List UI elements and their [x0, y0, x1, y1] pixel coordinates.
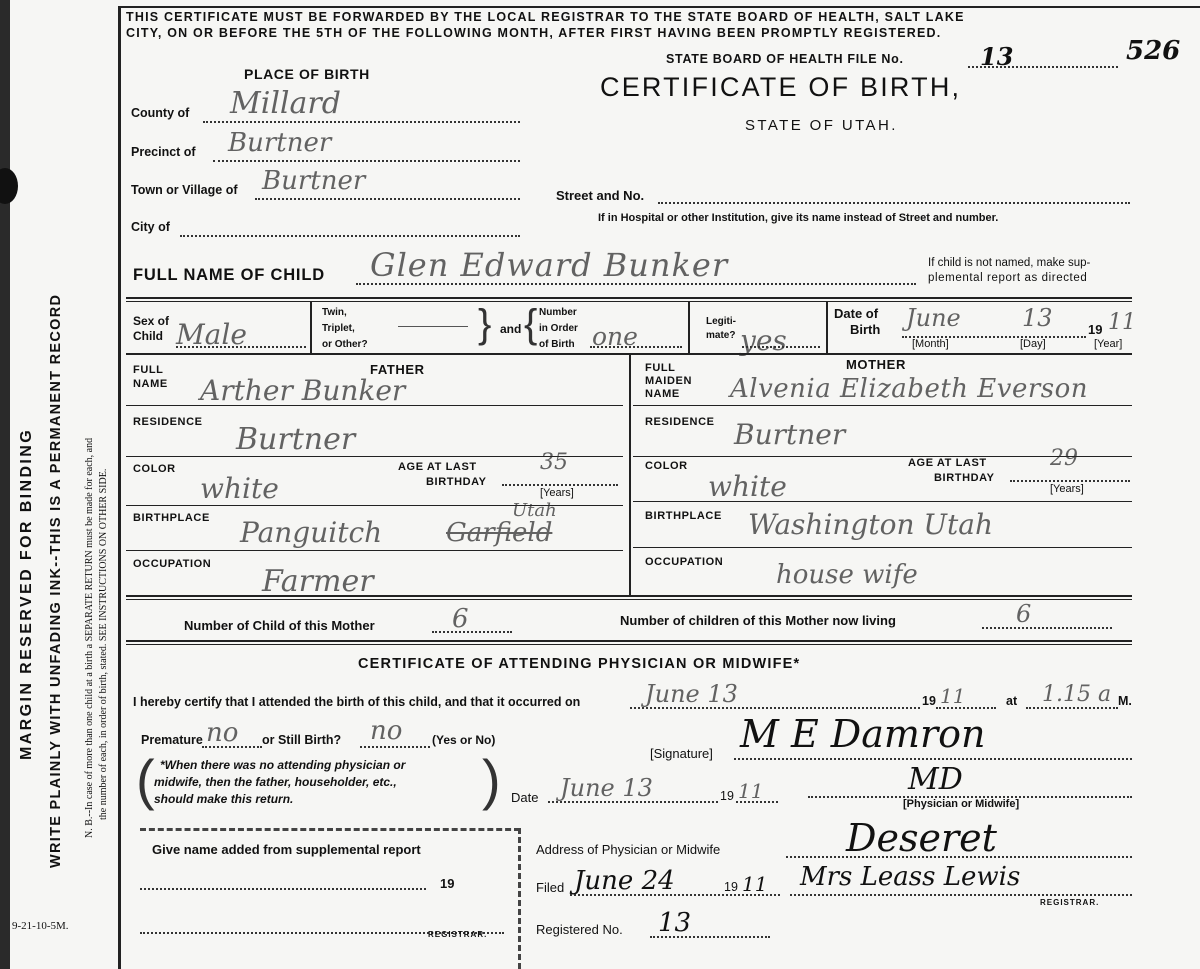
mother-name-value: Alvenia Elizabeth Everson — [730, 374, 1089, 404]
order-label-1: Number — [539, 307, 577, 318]
premature-value: no — [206, 718, 239, 748]
year-caption: [Year] — [1094, 338, 1123, 350]
month-caption: [Month] — [912, 338, 949, 350]
father-years-caption: [Years] — [540, 487, 574, 499]
row-divider-3 — [126, 595, 1132, 597]
file-no-line — [968, 66, 1118, 68]
child-number-line — [432, 631, 512, 633]
mother-row-4 — [633, 547, 1132, 548]
father-name-label-2: NAME — [133, 378, 168, 390]
order-label-2: in Order — [539, 323, 578, 334]
mother-color-value: white — [708, 470, 787, 503]
asterisk-note-3: should make this return. — [154, 792, 294, 806]
mother-occupation-label: OCCUPATION — [645, 556, 724, 568]
precinct-value: Burtner — [228, 128, 332, 158]
child-number-label: Number of Child of this Mother — [184, 618, 375, 633]
physician-heading: CERTIFICATE OF ATTENDING PHYSICIAN OR MIDWIFE* — [358, 656, 801, 672]
supplement-box-right — [518, 828, 521, 969]
supplement-note-1: If child is not named, make sup- — [928, 257, 1091, 269]
mother-years-caption: [Years] — [1050, 483, 1084, 495]
town-line — [255, 198, 520, 200]
row-divider-4 — [126, 640, 1132, 642]
order-line — [590, 346, 682, 348]
dob-year: 11 — [1108, 310, 1136, 335]
mother-birthplace-label: BIRTHPLACE — [645, 510, 722, 522]
city-label: City of — [131, 220, 170, 234]
supplement-heading: Give name added from supplemental report — [152, 842, 421, 857]
yes-no-label: (Yes or No) — [432, 733, 496, 747]
father-residence-label: RESIDENCE — [133, 416, 203, 428]
supplement-box-top — [140, 828, 520, 831]
father-color-value: white — [200, 472, 279, 505]
time-line — [1026, 707, 1118, 709]
physician-year-value: 11 — [940, 684, 966, 708]
mother-age-label-2: BIRTHDAY — [934, 472, 995, 484]
physician-caption: [Physician or Midwife] — [903, 798, 1020, 810]
dob-label-2: Birth — [850, 322, 881, 337]
mother-birthplace-value: Washington Utah — [748, 508, 993, 541]
note-bracket-right: ) — [482, 748, 501, 811]
registered-label: Registered No. — [536, 922, 623, 937]
registrar-line — [790, 894, 1132, 896]
dob-day: 13 — [1022, 304, 1053, 332]
filed-label: Filed — [536, 880, 565, 895]
date-value: June 13 — [560, 774, 653, 802]
precinct-line — [213, 160, 520, 162]
legit-label-1: Legiti- — [706, 316, 736, 327]
father-row-1 — [126, 405, 623, 406]
mother-heading: MOTHER — [846, 357, 906, 372]
col-divider-dob — [826, 301, 828, 353]
left-scan-edge — [0, 0, 10, 969]
at-label: at — [1006, 694, 1018, 708]
premature-line — [202, 746, 262, 748]
file-no-value: 13 — [980, 42, 1014, 71]
order-brace: { — [524, 302, 538, 346]
still-label: or Still Birth? — [262, 733, 342, 747]
dob-month: June — [906, 304, 961, 332]
twin-brace: } — [478, 302, 492, 346]
living-line — [982, 627, 1112, 629]
county-line — [203, 121, 520, 123]
dob-label-1: Date of — [834, 306, 879, 321]
notice-line-1: THIS CERTIFICATE MUST BE FORWARDED BY THE LOCAL REGISTRAR TO THE STATE BOARD OF HEALTH, SALT LAKE — [126, 10, 965, 24]
father-name-value: Arther Bunker — [200, 374, 406, 407]
margin-nb-line1: N. B.--In case of more than one child at a birth a SEPARATE RETURN must be made for each, and — [84, 437, 95, 838]
registered-line — [650, 936, 770, 938]
signature-title: MD — [908, 762, 963, 797]
parents-divider — [629, 355, 631, 595]
mother-age-label-1: AGE AT LAST — [908, 457, 987, 469]
living-value: 6 — [1016, 600, 1032, 628]
address-line — [786, 856, 1132, 858]
father-heading: FATHER — [370, 362, 425, 377]
sex-label-2: Child — [133, 329, 163, 343]
notice-line-2: CITY, ON OR BEFORE THE 5TH OF THE FOLLOWING MONTH, AFTER FIRST HAVING BEEN PROMPTLY REGISTERED. — [126, 26, 942, 40]
filed-value: June 24 — [574, 866, 675, 896]
margin-ink-text: WRITE PLAINLY WITH UNFADING INK--THIS IS A PERMANENT RECORD — [48, 293, 64, 868]
occurred-value: June 13 — [645, 680, 738, 708]
child-name-label: FULL NAME OF CHILD — [133, 266, 325, 284]
mother-row-3 — [633, 501, 1132, 502]
filed-line — [570, 894, 780, 896]
day-caption: [Day] — [1020, 338, 1046, 350]
father-occupation-value: Farmer — [262, 564, 374, 599]
twin-label-1: Twin, — [322, 307, 347, 318]
sex-value: Male — [176, 318, 247, 351]
mother-age-line — [1010, 480, 1130, 482]
twin-dash — [398, 326, 468, 327]
row-divider-1 — [126, 297, 1132, 299]
mother-name-label-2: MAIDEN — [645, 375, 692, 387]
col-divider-sex — [310, 301, 312, 353]
legit-value: yes — [740, 324, 787, 357]
supplement-note-2: plemental report as directed — [928, 272, 1088, 284]
premature-label: Premature — [141, 733, 203, 747]
street-line — [658, 202, 1130, 204]
hospital-note: If in Hospital or other Institution, give its name instead of Street and number. — [598, 212, 999, 224]
city-line — [180, 235, 520, 237]
father-residence-value: Burtner — [236, 422, 356, 457]
occurred-line — [630, 707, 920, 709]
father-color-label: COLOR — [133, 463, 176, 475]
twin-label-2: Triplet, — [322, 323, 355, 334]
time-value: 1.15 a — [1042, 682, 1112, 707]
father-row-4 — [126, 550, 623, 551]
file-no-label: STATE BOARD OF HEALTH FILE No. — [666, 52, 904, 66]
signature-line — [734, 758, 1132, 760]
form-code: 9-21-10-5M. — [12, 920, 69, 932]
county-value: Millard — [230, 86, 341, 121]
registrar-sign: Mrs Leass Lewis — [800, 862, 1021, 892]
father-birthplace-value: Panguitch — [240, 516, 383, 549]
date-label: Date — [511, 790, 539, 805]
sex-label-1: Sex of — [133, 314, 170, 328]
physician-year-prefix: 19 — [922, 694, 936, 708]
sex-line — [176, 346, 306, 348]
physician-year-line — [936, 707, 996, 709]
mother-name-label-1: FULL — [645, 362, 676, 374]
mother-occupation-value: house wife — [776, 560, 918, 590]
date-year-line — [736, 801, 778, 803]
date-line — [548, 801, 718, 803]
signature-value: M E Damron — [740, 712, 986, 756]
mother-color-label: COLOR — [645, 460, 688, 472]
m-label: M. — [1118, 694, 1132, 708]
mother-residence-value: Burtner — [734, 418, 846, 451]
still-value: no — [370, 716, 403, 746]
father-birthplace-struck: Garfield — [446, 518, 553, 548]
asterisk-note-2: midwife, then the father, householder, etc., — [154, 775, 397, 789]
county-label: County of — [131, 106, 190, 120]
mother-name-label-3: NAME — [645, 388, 680, 400]
place-heading: PLACE OF BIRTH — [244, 66, 370, 82]
supplement-line-1 — [140, 888, 426, 890]
margin-binding-text: MARGIN RESERVED FOR BINDING — [18, 427, 35, 760]
filed-year: 11 — [742, 872, 768, 896]
date-year-prefix: 19 — [720, 789, 734, 803]
precinct-label: Precinct of — [131, 145, 196, 159]
address-label: Address of Physician or Midwife — [536, 842, 721, 857]
father-age-label-2: BIRTHDAY — [426, 476, 487, 488]
address-value: Deseret — [846, 816, 997, 860]
still-line — [360, 746, 430, 748]
stamp-number: 526 — [1126, 36, 1181, 66]
mother-age-value: 29 — [1050, 446, 1078, 471]
father-age-line — [502, 484, 618, 486]
father-occupation-label: OCCUPATION — [133, 558, 212, 570]
margin-nb-line2: the number of each, in order of birth, stated. SEE INSTRUCTIONS ON OTHER SIDE. — [98, 468, 109, 820]
child-name-line — [356, 283, 916, 285]
father-age-value: 35 — [540, 450, 568, 475]
legit-line — [742, 346, 820, 348]
order-value: one — [592, 322, 638, 351]
punch-hole — [0, 168, 18, 204]
living-label: Number of children of this Mother now living — [620, 613, 896, 628]
supplement-registrar: REGISTRAR. — [428, 930, 488, 939]
supplement-year-prefix: 19 — [440, 876, 455, 891]
row-divider-3b — [126, 599, 1132, 600]
and-label: and — [500, 322, 522, 336]
signature-label: [Signature] — [650, 746, 713, 761]
street-label: Street and No. — [556, 188, 645, 203]
twin-label-3: or Other? — [322, 339, 368, 350]
dob-year-prefix: 19 — [1088, 322, 1103, 337]
asterisk-note-1: *When there was no attending physician or — [160, 758, 406, 772]
date-year: 11 — [738, 779, 764, 803]
legit-label-2: mate? — [706, 330, 736, 341]
father-birthplace-insert: Utah — [512, 500, 557, 521]
father-name-label-1: FULL — [133, 364, 164, 376]
note-bracket-left: ( — [136, 748, 155, 811]
town-label: Town or Village of — [131, 183, 238, 197]
filed-year-prefix: 19 — [724, 880, 738, 894]
row-divider-4b — [126, 644, 1132, 645]
mother-row-1 — [633, 405, 1132, 406]
col-divider-order — [688, 301, 690, 353]
certificate-title: CERTIFICATE OF BIRTH, — [600, 72, 962, 102]
father-birthplace-label: BIRTHPLACE — [133, 512, 210, 524]
certify-text: I hereby certify that I attended the birth of this child, and that it occurred on — [133, 695, 581, 709]
row-divider-1b — [126, 301, 1132, 302]
certificate-subtitle: STATE OF UTAH. — [745, 117, 898, 134]
child-number-value: 6 — [452, 604, 469, 634]
child-name-value: Glen Edward Bunker — [370, 246, 729, 284]
mother-residence-label: RESIDENCE — [645, 416, 715, 428]
registrar-caption: REGISTRAR. — [1040, 898, 1100, 907]
order-label-3: of Birth — [539, 339, 575, 350]
registered-value: 13 — [658, 908, 692, 938]
town-value: Burtner — [262, 166, 366, 196]
father-age-label-1: AGE AT LAST — [398, 461, 477, 473]
